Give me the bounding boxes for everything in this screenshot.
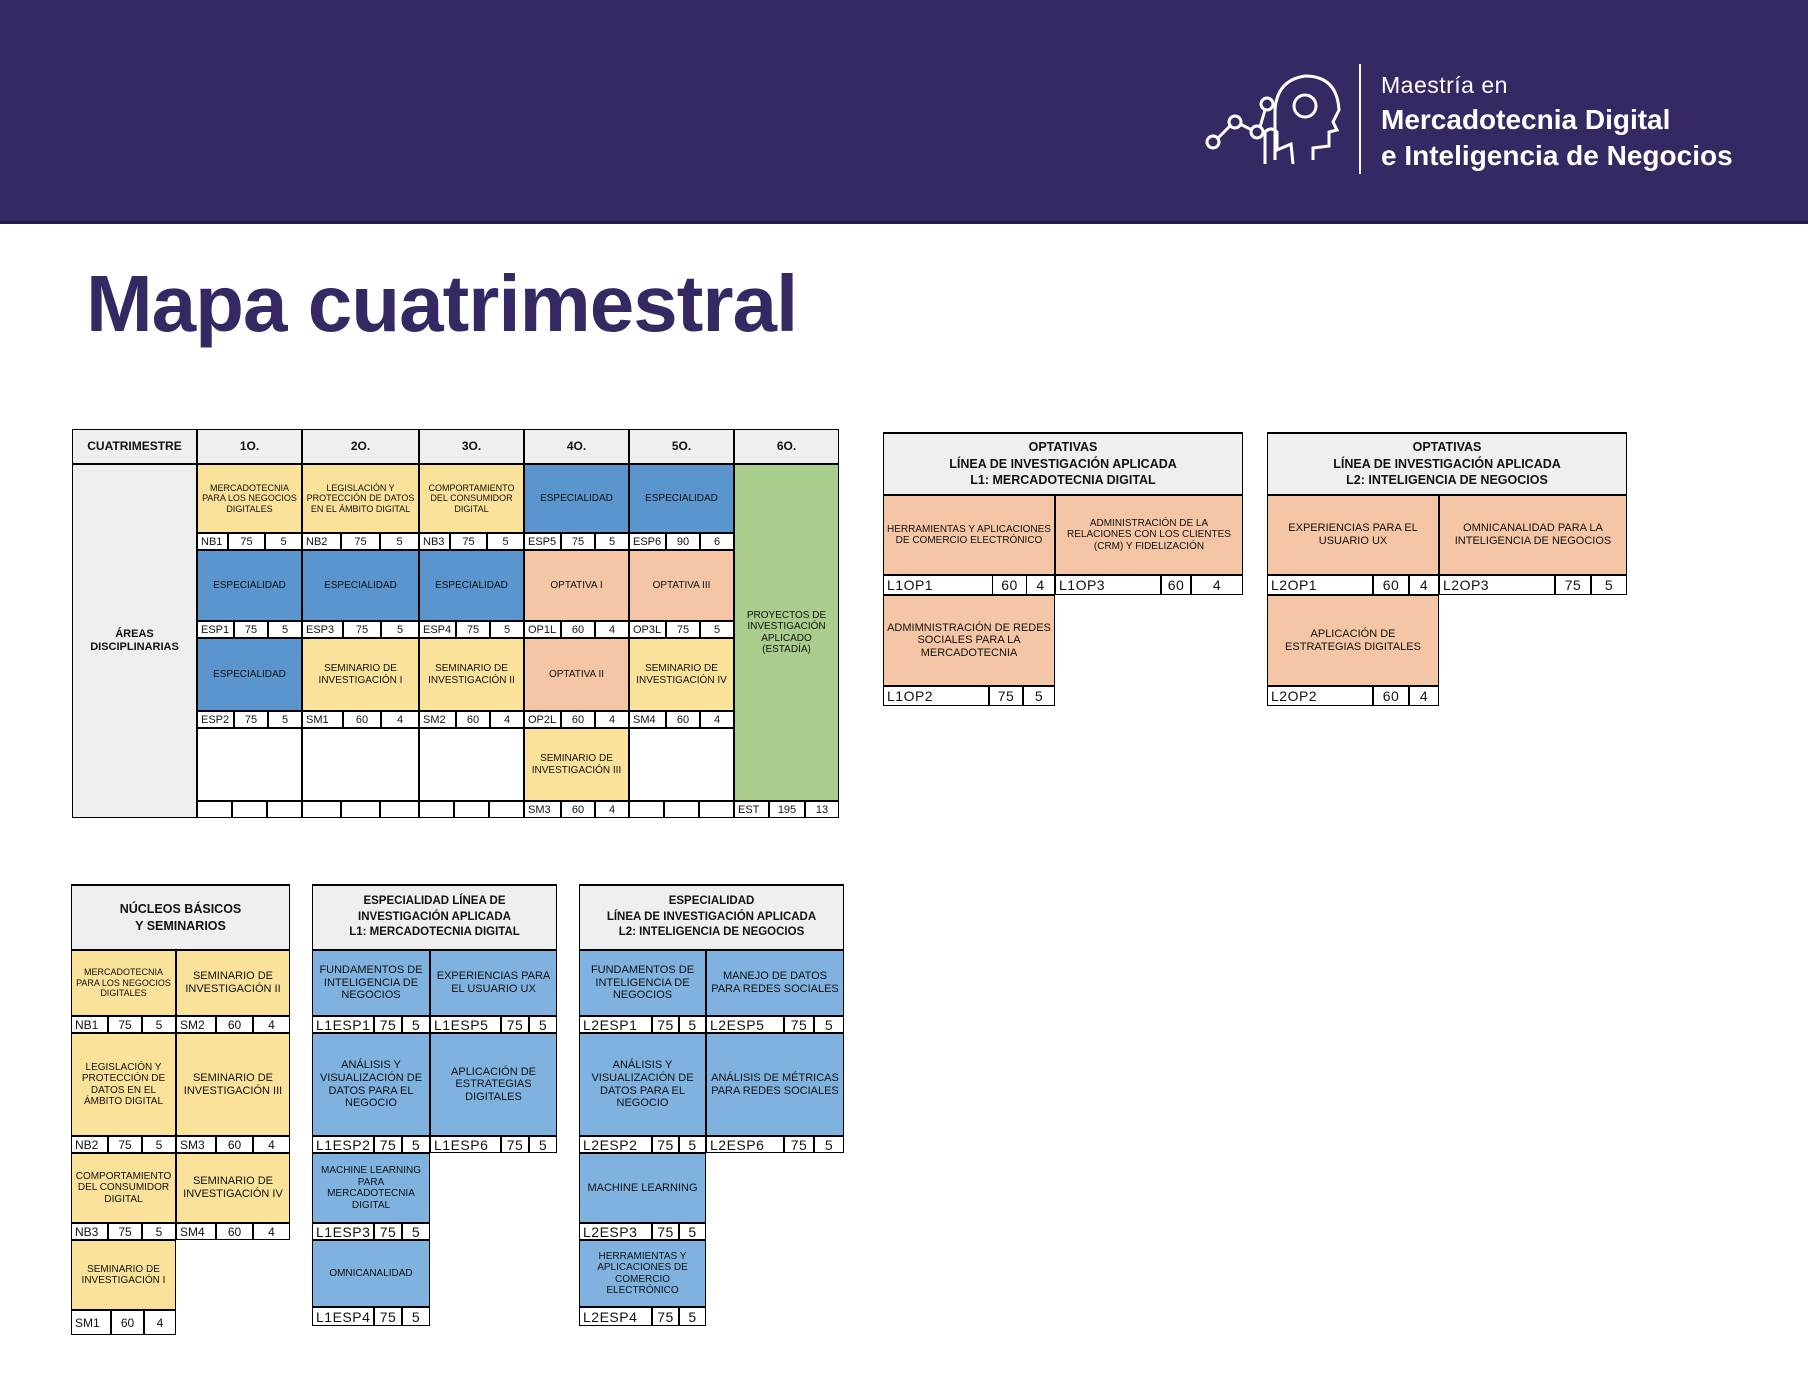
credits-esp2: 5 <box>268 711 302 728</box>
course-l2esp5: MANEJO DE DATOS PARA REDES SOCIALES <box>706 950 844 1016</box>
hours-l1op2: 75 <box>989 686 1023 706</box>
course-esp6: ESPECIALIDAD <box>629 464 734 533</box>
header-banner <box>0 0 1808 224</box>
hours-sm4: 60 <box>666 711 700 728</box>
hours-l1esp2: 75 <box>374 1136 402 1153</box>
credits-nb2: 5 <box>142 1136 176 1153</box>
course-l2esp2: ANÁLISIS Y VISUALIZACIÓN DE DATOS PARA EL NEGOCIO <box>579 1033 706 1136</box>
course-l1op3: ADMINISTRACIÓN DE LA RELACIONES CON LOS CLIENTES (CRM) Y FIDELIZACIÓN <box>1055 495 1243 575</box>
empty-code <box>629 801 664 818</box>
course-l1esp5: EXPERIENCIAS PARA EL USUARIO UX <box>430 950 557 1016</box>
credits-l2op1: 4 <box>1409 575 1439 595</box>
credits-nb3: 5 <box>142 1223 176 1240</box>
hours-nb1: 75 <box>228 533 265 550</box>
brain-network-icon <box>1205 70 1345 170</box>
col-6-header: 6O. <box>734 429 839 464</box>
code-sm1: SM1 <box>71 1310 111 1335</box>
credits-esp5: 5 <box>595 533 629 550</box>
code-l1esp1: L1ESP1 <box>312 1016 374 1033</box>
course-l1esp3: MACHINE LEARNING PARA MERCADOTECNIA DIGITAL <box>312 1153 430 1223</box>
course-nb1: MERCADOTECNIA PARA LOS NEGOCIOS DIGITALES <box>71 950 176 1016</box>
code-esp4: ESP4 <box>419 621 456 638</box>
credits-l1esp5: 5 <box>529 1016 557 1033</box>
code-l2esp5: L2ESP5 <box>706 1016 784 1033</box>
code-l2op3: L2OP3 <box>1439 575 1555 595</box>
hours-op1l: 60 <box>561 621 595 638</box>
code-l2esp4: L2ESP4 <box>579 1307 652 1326</box>
credits-l2esp4: 5 <box>679 1307 706 1326</box>
course-op2l: OPTATIVA II <box>524 638 629 711</box>
header-line: L2: INTELIGENCIA DE NEGOCIOS <box>618 926 805 939</box>
credits-op1l: 4 <box>595 621 629 638</box>
credits-esp4: 5 <box>490 621 524 638</box>
code-est: EST <box>734 801 769 818</box>
code-op1l: OP1L <box>524 621 561 638</box>
hours-op2l: 60 <box>561 711 595 728</box>
code-sm1: SM1 <box>302 711 343 728</box>
code-l1esp2: L1ESP2 <box>312 1136 374 1153</box>
credits-op2l: 4 <box>595 711 629 728</box>
course-nb2: LEGISLACIÓN Y PROTECCIÓN DE DATOS EN EL ÁMBITO DIGITAL <box>302 464 419 533</box>
code-op3l: OP3L <box>629 621 666 638</box>
optativas-l2-header <box>1267 432 1627 495</box>
hours-sm3: 60 <box>216 1136 253 1153</box>
course-l1esp6: APLICACIÓN DE ESTRATEGIAS DIGITALES <box>430 1033 557 1136</box>
course-op3l: OPTATIVA III <box>629 550 734 621</box>
hours-nb2: 75 <box>108 1136 142 1153</box>
credits-sm1: 4 <box>144 1310 176 1335</box>
code-l2op2: L2OP2 <box>1267 686 1373 706</box>
nucleos-header <box>71 884 290 950</box>
hours-l2esp3: 75 <box>652 1223 679 1240</box>
course-op1l: OPTATIVA I <box>524 550 629 621</box>
header-line: L1: MERCADOTECNIA DIGITAL <box>970 473 1156 488</box>
code-sm3: SM3 <box>524 801 561 818</box>
code-sm4: SM4 <box>629 711 666 728</box>
empty-code <box>454 801 489 818</box>
hours-l2esp1: 75 <box>652 1016 679 1033</box>
col-2-header: 2O. <box>302 429 419 464</box>
credits-op3l: 5 <box>700 621 734 638</box>
course-sm4: SEMINARIO DE INVESTIGACIÓN IV <box>629 638 734 711</box>
program-logo <box>1205 58 1765 178</box>
header-line: NÚCLEOS BÁSICOS <box>119 901 242 916</box>
empty-code <box>664 801 699 818</box>
credits-l2esp3: 5 <box>679 1223 706 1240</box>
hours-op3l: 75 <box>666 621 700 638</box>
hours-est: 195 <box>769 801 805 818</box>
code-sm4: SM4 <box>176 1223 216 1240</box>
header-line: LÍNEA DE INVESTIGACIÓN APLICADA <box>606 910 817 923</box>
hours-nb3: 75 <box>450 533 487 550</box>
code-l1op2: L1OP2 <box>883 686 989 706</box>
code-nb1: NB1 <box>197 533 228 550</box>
areas-disciplinarias: ÁREAS DISCIPLINARIAS <box>72 464 197 818</box>
code-esp6: ESP6 <box>629 533 666 550</box>
hours-sm2: 60 <box>216 1016 253 1033</box>
header-line: OPTATIVAS <box>1028 439 1098 454</box>
header-line: LÍNEA DE INVESTIGACIÓN APLICADA <box>1333 456 1561 471</box>
code-l2op1: L2OP1 <box>1267 575 1373 595</box>
logo-line-3: e Inteligencia de Negocios <box>1381 140 1733 171</box>
hours-l2op1: 60 <box>1373 575 1409 595</box>
credits-sm4: 4 <box>253 1223 290 1240</box>
code-l2esp6: L2ESP6 <box>706 1136 784 1153</box>
code-nb3: NB3 <box>71 1223 108 1240</box>
col-5-header: 5O. <box>629 429 734 464</box>
hours-l1esp1: 75 <box>374 1016 402 1033</box>
credits-sm1: 4 <box>381 711 419 728</box>
credits-l1esp3: 5 <box>402 1223 430 1240</box>
credits-esp6: 6 <box>700 533 734 550</box>
course-esp5: ESPECIALIDAD <box>524 464 629 533</box>
credits-sm4: 4 <box>700 711 734 728</box>
credits-l2op3: 5 <box>1591 575 1627 595</box>
hours-esp6: 90 <box>666 533 700 550</box>
hours-esp2: 75 <box>234 711 268 728</box>
hours-esp1: 75 <box>234 621 268 638</box>
course-esp3: ESPECIALIDAD <box>302 550 419 621</box>
header-line: ESPECIALIDAD <box>668 895 755 908</box>
credits-esp1: 5 <box>268 621 302 638</box>
code-nb3: NB3 <box>419 533 450 550</box>
empty-code <box>699 801 734 818</box>
code-l1esp5: L1ESP5 <box>430 1016 501 1033</box>
code-l2esp1: L2ESP1 <box>579 1016 652 1033</box>
course-l2esp1: FUNDAMENTOS DE INTELIGENCIA DE NEGOCIOS <box>579 950 706 1016</box>
credits-l1esp1: 5 <box>402 1016 430 1033</box>
course-l2esp4: HERRAMIENTAS Y APLICACIONES DE COMERCIO ELECTRÓNICO <box>579 1240 706 1307</box>
code-nb2: NB2 <box>302 533 341 550</box>
empty-cell <box>302 728 419 801</box>
code-l2esp3: L2ESP3 <box>579 1223 652 1240</box>
credits-sm2: 4 <box>490 711 524 728</box>
hours-sm4: 60 <box>216 1223 253 1240</box>
empty-cell <box>197 728 302 801</box>
hours-l2op3: 75 <box>1555 575 1591 595</box>
code-l2esp2: L2ESP2 <box>579 1136 652 1153</box>
course-sm2: SEMINARIO DE INVESTIGACIÓN II <box>419 638 524 711</box>
code-l1esp4: L1ESP4 <box>312 1307 374 1326</box>
credits-l1esp4: 5 <box>402 1307 430 1326</box>
empty-code <box>302 801 341 818</box>
course-l1op1: HERRAMIENTAS Y APLICACIONES DE COMERCIO ELECTRÓNICO <box>883 495 1055 575</box>
course-esp2: ESPECIALIDAD <box>197 638 302 711</box>
logo-separator <box>1359 64 1361 174</box>
header-line: L2: INTELIGENCIA DE NEGOCIOS <box>1346 473 1548 488</box>
credits-l1op2: 5 <box>1023 686 1055 706</box>
especialidad-l2-header <box>579 884 844 950</box>
credits-l1esp2: 5 <box>402 1136 430 1153</box>
empty-code <box>232 801 267 818</box>
course-l2op1: EXPERIENCIAS PARA EL USUARIO UX <box>1267 495 1439 575</box>
course-esp1: ESPECIALIDAD <box>197 550 302 621</box>
code-l1op3: L1OP3 <box>1055 575 1161 595</box>
credits-nb1: 5 <box>142 1016 176 1033</box>
credits-l2esp6: 5 <box>814 1136 844 1153</box>
hours-esp4: 75 <box>456 621 490 638</box>
logo-line-2: Mercadotecnia Digital <box>1381 104 1671 135</box>
code-nb1: NB1 <box>71 1016 108 1033</box>
empty-cell <box>419 728 524 801</box>
course-nb2: LEGISLACIÓN Y PROTECCIÓN DE DATOS EN EL ÁMBITO DIGITAL <box>71 1033 176 1136</box>
hours-esp3: 75 <box>343 621 381 638</box>
empty-code <box>197 801 232 818</box>
hours-nb3: 75 <box>108 1223 142 1240</box>
course-l2op3: OMNICANALIDAD PARA LA INTELIGENCIA DE NEGOCIOS <box>1439 495 1627 575</box>
hours-l1op1: 60 <box>993 575 1027 595</box>
hours-l2esp6: 75 <box>784 1136 814 1153</box>
empty-code <box>419 801 454 818</box>
hours-sm2: 60 <box>456 711 490 728</box>
course-l1op2: ADMIMNISTRACIÓN DE REDES SOCIALES PARA LA MERCADOTECNIA <box>883 595 1055 686</box>
course-nb1: MERCADOTECNIA PARA LOS NEGOCIOS DIGITALES <box>197 464 302 533</box>
credits-l2op2: 4 <box>1409 686 1439 706</box>
hours-sm1: 60 <box>111 1310 144 1335</box>
course-sm1: SEMINARIO DE INVESTIGACIÓN I <box>71 1240 176 1310</box>
code-sm2: SM2 <box>176 1016 216 1033</box>
credits-sm2: 4 <box>253 1016 290 1033</box>
course-sm3: SEMINARIO DE INVESTIGACIÓN III <box>524 728 629 801</box>
credits-l2esp1: 5 <box>679 1016 706 1033</box>
course-sm2: SEMINARIO DE INVESTIGACIÓN II <box>176 950 290 1016</box>
hours-l1esp5: 75 <box>501 1016 529 1033</box>
course-l1esp1: FUNDAMENTOS DE INTELIGENCIA DE NEGOCIOS <box>312 950 430 1016</box>
course-est: PROYECTOS DE INVESTIGACIÓN APLICADO (ESTADÍA) <box>734 464 839 801</box>
hours-esp5: 75 <box>561 533 595 550</box>
page-title: Mapa cuatrimestral <box>86 259 798 348</box>
hours-l2esp4: 75 <box>652 1307 679 1326</box>
hours-l1esp4: 75 <box>374 1307 402 1326</box>
empty-code <box>267 801 302 818</box>
credits-l1esp6: 5 <box>529 1136 557 1153</box>
credits-nb1: 5 <box>265 533 302 550</box>
credits-sm3: 4 <box>253 1136 290 1153</box>
optativas-l1-header <box>883 432 1243 495</box>
logo-line-1: Maestría en <box>1381 72 1508 98</box>
code-nb2: NB2 <box>71 1136 108 1153</box>
credits-l2esp2: 5 <box>679 1136 706 1153</box>
code-sm3: SM3 <box>176 1136 216 1153</box>
code-l1op1: L1OP1 <box>883 575 993 595</box>
header-line: LÍNEA DE INVESTIGACIÓN APLICADA <box>949 456 1177 471</box>
credits-nb3: 5 <box>487 533 524 550</box>
col-1-header: 1O. <box>197 429 302 464</box>
empty-code <box>489 801 524 818</box>
hours-l1esp3: 75 <box>374 1223 402 1240</box>
code-esp5: ESP5 <box>524 533 561 550</box>
hours-l2esp2: 75 <box>652 1136 679 1153</box>
header-line: L1: MERCADOTECNIA DIGITAL <box>349 926 520 939</box>
credits-sm3: 4 <box>595 801 629 818</box>
especialidad-l1-header <box>312 884 557 950</box>
code-esp1: ESP1 <box>197 621 234 638</box>
hours-nb1: 75 <box>108 1016 142 1033</box>
credits-esp3: 5 <box>381 621 419 638</box>
course-l1esp2: ANÁLISIS Y VISUALIZACIÓN DE DATOS PARA EL NEGOCIO <box>312 1033 430 1136</box>
empty-code <box>380 801 419 818</box>
empty-code <box>341 801 380 818</box>
code-l1esp3: L1ESP3 <box>312 1223 374 1240</box>
credits-est: 13 <box>805 801 839 818</box>
hours-sm1: 60 <box>343 711 381 728</box>
col-4-header: 4O. <box>524 429 629 464</box>
code-esp2: ESP2 <box>197 711 234 728</box>
code-sm2: SM2 <box>419 711 456 728</box>
credits-l1op1: 4 <box>1027 575 1055 595</box>
course-nb3: COMPORTAMIENTO DEL CONSUMIDOR DIGITAL <box>419 464 524 533</box>
code-op2l: OP2L <box>524 711 561 728</box>
course-l2esp6: ANÁLISIS DE MÉTRICAS PARA REDES SOCIALES <box>706 1033 844 1136</box>
course-l2op2: APLICACIÓN DE ESTRATEGIAS DIGITALES <box>1267 595 1439 686</box>
course-l2esp3: MACHINE LEARNING <box>579 1153 706 1223</box>
header-line: INVESTIGACIÓN APLICADA <box>358 910 511 923</box>
hours-nb2: 75 <box>341 533 380 550</box>
course-esp4: ESPECIALIDAD <box>419 550 524 621</box>
credits-nb2: 5 <box>380 533 419 550</box>
credits-l1op3: 4 <box>1191 575 1243 595</box>
code-esp3: ESP3 <box>302 621 343 638</box>
course-nb3: COMPORTAMIENTO DEL CONSUMIDOR DIGITAL <box>71 1153 176 1223</box>
course-l1esp4: OMNICANALIDAD <box>312 1240 430 1307</box>
code-l1esp6: L1ESP6 <box>430 1136 501 1153</box>
header-line: OPTATIVAS <box>1412 439 1482 454</box>
hours-l1esp6: 75 <box>501 1136 529 1153</box>
hours-sm3: 60 <box>561 801 595 818</box>
course-sm3: SEMINARIO DE INVESTIGACIÓN III <box>176 1033 290 1136</box>
course-sm1: SEMINARIO DE INVESTIGACIÓN I <box>302 638 419 711</box>
header-line: Y SEMINARIOS <box>135 918 226 933</box>
header-line: ESPECIALIDAD LÍNEA DE <box>363 895 506 908</box>
hours-l1op3: 60 <box>1161 575 1191 595</box>
empty-cell <box>629 728 734 801</box>
hours-l2esp5: 75 <box>784 1016 814 1033</box>
col-3-header: 3O. <box>419 429 524 464</box>
credits-l2esp5: 5 <box>814 1016 844 1033</box>
course-sm4: SEMINARIO DE INVESTIGACIÓN IV <box>176 1153 290 1223</box>
cuatrimestre-header: CUATRIMESTRE <box>72 429 197 464</box>
hours-l2op2: 60 <box>1373 686 1409 706</box>
